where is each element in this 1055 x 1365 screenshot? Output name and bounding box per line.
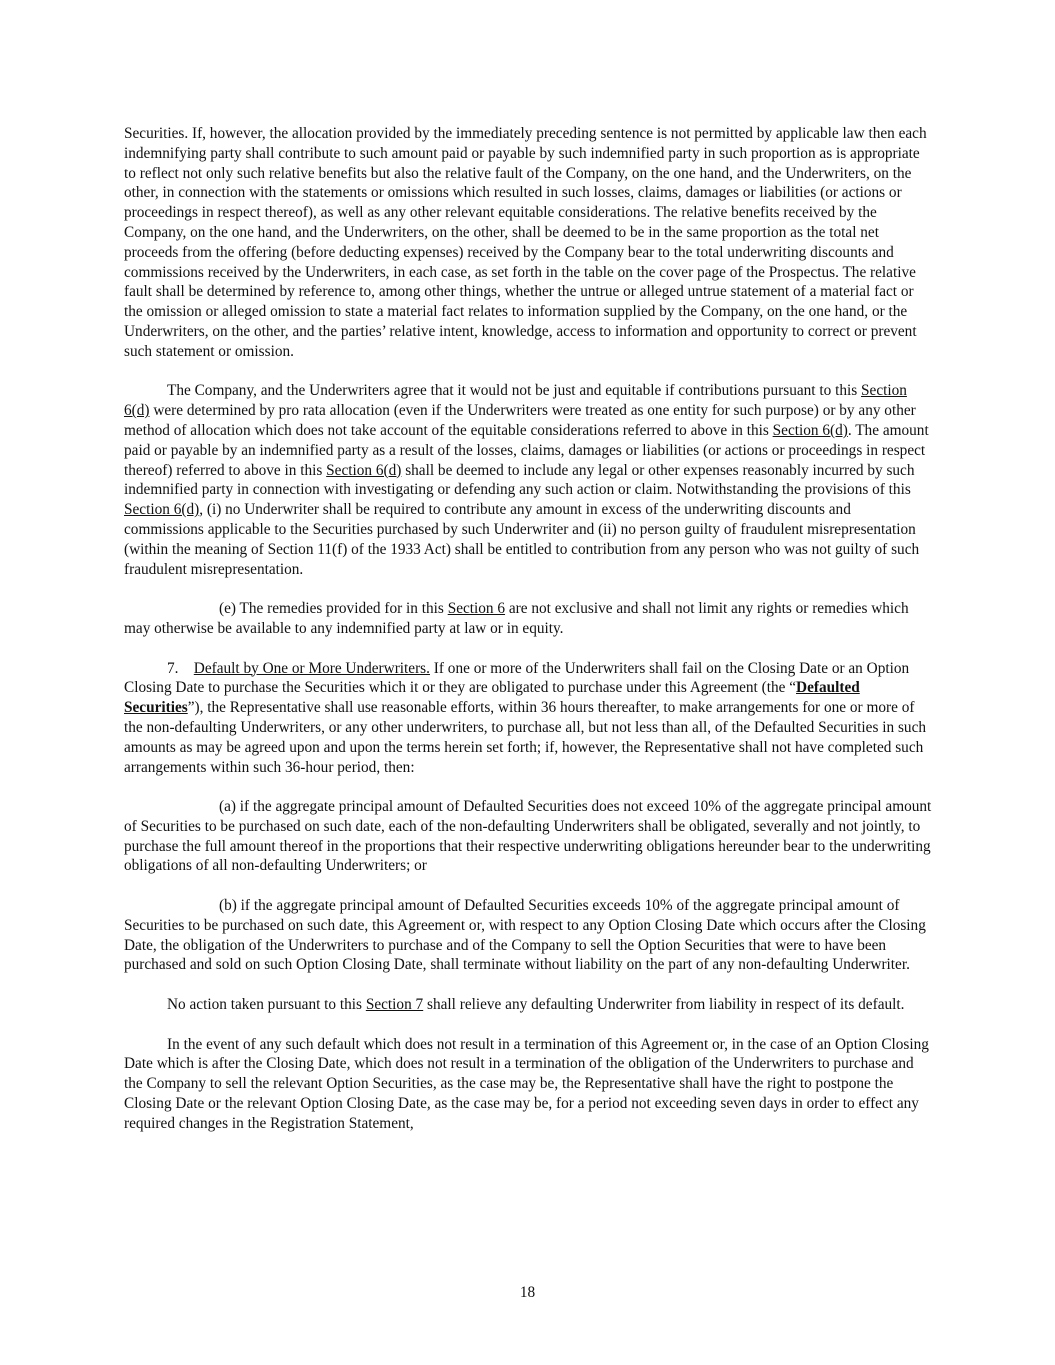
paragraph-clause-b: (b) if the aggregate principal amount of Defaulted Securities exceeds 10% of the aggregate principal amount of Securities to be purchased on such date, this Agreement or, with respect to any Option Closing Date which occurs after the Closing Date, the obligation of the Underwriters to purchase and of the Company to sell the Option Securities that were to have been purchased and sold on such Option Closing Date, shall terminate without liability on the part of any non-defaulting Underwriter.	[124, 897, 926, 974]
text-run: , (i) no Underwriter shall be required to contribute any amount in excess of the underwriting discounts and commissions applicable to the Securities purchased by such Underwriter and (ii) no person guilty of fraudulent misrepresentation (within the meaning of Section 11(f) of the 1933 Act) shall be entitled to contribution from any person who was not guilty of such fraudulent misrepresentation.	[124, 501, 920, 578]
paragraph-pro-rata-allocation	[124, 381, 932, 579]
page-number: 18	[519, 1284, 536, 1301]
text-run: ”), the Representative shall use reasonable efforts, within 36 hours thereafter, to make arrangements for one or more of the non-defaulting Underwriters, or any other underwriters, to purchase all, but not less than all, of the Defaulted Securities in such amounts as may be agreed upon and upon the terms herein set forth; if, however, the Representative shall not have completed such arrangements within such 36-hour period, then:	[124, 699, 927, 776]
paragraph-contribution-allocation: Securities. If, however, the allocation provided by the immediately preceding sentence is not permitted by applicable law then each indemnifying party shall contribute to such amount paid or payable by such indemnified party in such proportion as is appropriate to reflect not only such relative benefits but also the relative fault of the Company, on the one hand, and the Underwriters, on the other, in connection with the statements or omissions which resulted in such losses, claims, damages or liabilities (or actions or proceedings in respect thereof), as well as any other relevant equitable considerations. The relative benefits received by the Company, on the one hand, and the Underwriters, on the other, shall be deemed to be in the same proportion as the total net proceeds from the offering (before deducting expenses) received by the Company bear to the total underwriting discounts and commissions received by the Underwriters, in each case, as set forth in the table on the cover page of the Prospectus. The relative fault shall be determined by reference to, among other things, whether the untrue or alleged untrue statement of a material fact or the omission or alleged omission to state a material fact relates to information supplied by the Company, on the one hand, or the Underwriters, on the other, and the parties’ relative intent, knowledge, access to information and opportunity to correct or prevent such statement or omission.	[124, 125, 927, 360]
text-run: . The amount paid or payable by an indemnified party as a result of the losses, claims, damages or liabilities (or actions or proceedings in respect thereof) referred to above in this	[124, 421, 929, 479]
text-run: The Company, and the Underwriters agree that it would not be just and equitable if contributions pursuant to this	[167, 382, 862, 400]
text-run: (e) The remedies provided for in this	[219, 600, 448, 618]
section-reference: Section 6	[447, 600, 506, 618]
paragraph-section-7-default	[124, 659, 932, 778]
defined-term: Defaulted Securities	[124, 679, 860, 717]
paragraph-clause-a: (a) if the aggregate principal amount of Defaulted Securities does not exceed 10% of the aggregate principal amount of Securities to be purchased on such date, each of the non-defaulting Underwriters shall be obligated, severally and not jointly, to purchase the full amount thereof in the proportions that their respective underwriting obligations hereunder bear to the underwriting obligations of all non-defaulting Underwriters; or	[124, 798, 932, 875]
document-page	[124, 124, 932, 1153]
paragraph-postponement: In the event of any such default which does not result in a termination of this Agreement or, in the case of an Option Closing Date which is after the Closing Date, which does not result in a termination of the obligation of the Underwriters to purchase and the Company to sell the relevant Option Securities, as the case may be, the Representative shall have the right to postpone the Closing Date or the relevant Option Closing Date, as the case may be, for a period not exceeding seven days in order to effect any required changes in the Registration Statement,	[124, 1035, 929, 1132]
paragraph-remedies	[124, 599, 932, 639]
section-reference: Section 7	[365, 996, 424, 1014]
text-run: are not exclusive and shall not limit any rights or remedies which may otherwise be available to any indemnified party at law or in equity.	[124, 600, 909, 637]
text-run: shall relieve any defaulting Underwriter from liability in respect of its default.	[423, 996, 905, 1014]
text-run: No action taken pursuant to this	[167, 996, 366, 1014]
section-heading: Default by One or More Underwriters.	[193, 659, 430, 677]
section-reference: Section 6(d)	[124, 382, 907, 420]
section-number: 7.	[167, 659, 194, 677]
paragraph-no-relief	[124, 995, 932, 1015]
text-run: shall be deemed to include any legal or other expenses reasonably incurred by such indemnified party in connection with investigating or defending any such action or claim. Notwithstanding the provisions of this	[124, 461, 915, 499]
text-run: were determined by pro rata allocation (even if the Underwriters were treated as one entity for such purpose) or by any other method of allocation which does not take account of the equitable considerations referred to above in this	[124, 402, 916, 439]
text-run: If one or more of the Underwriters shall fail on the Closing Date or an Option Closing Date to purchase the Securities which it or they are obligated to purchase under this Agreement (the “	[124, 659, 910, 697]
section-reference: Section 6(d)	[326, 461, 402, 479]
section-reference: Section 6(d)	[772, 421, 848, 439]
section-reference: Section 6(d)	[124, 501, 200, 519]
